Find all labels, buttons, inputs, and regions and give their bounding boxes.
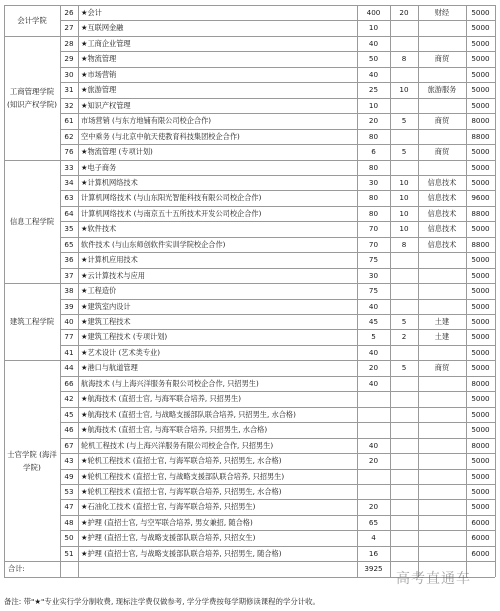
cell-fee: 5000: [471, 38, 490, 48]
college-name: 建筑工程学院: [9, 317, 55, 327]
row-divider: [60, 376, 495, 377]
cell-major: ★旅游管理: [81, 85, 117, 95]
cell-code: 35: [64, 224, 74, 234]
cell-sub-major: 商贸: [434, 116, 450, 126]
cell-code: 36: [64, 255, 74, 265]
cell-plan: 70: [368, 239, 379, 249]
column-divider: [4, 5, 5, 577]
cell-code: 29: [64, 54, 74, 64]
cell-code: 62: [64, 131, 74, 141]
cell-major: ★软件技术: [81, 224, 117, 234]
cell-major: ★护理 (直招士官, 与空军联合培养, 男女兼招, 随合格): [81, 517, 253, 527]
cell-sub-major: 土建: [434, 332, 450, 342]
cell-code: 32: [64, 100, 74, 110]
cell-sub-plan: 5: [401, 363, 407, 373]
cell-sub-plan: 2: [401, 332, 407, 342]
cell-plan: 75: [368, 255, 379, 265]
cell-plan: 20: [368, 363, 379, 373]
row-divider: [60, 268, 495, 269]
cell-sub-major: 旅游服务: [427, 85, 457, 95]
cell-plan: 16: [368, 548, 379, 558]
cell-sub-major: 信息技术: [427, 224, 457, 234]
cell-code: 61: [64, 116, 74, 126]
cell-fee: 5000: [471, 8, 490, 17]
cell-fee: 5000: [471, 100, 490, 110]
cell-fee: 5000: [471, 224, 490, 234]
cell-sub-major: 信息技术: [427, 193, 457, 203]
cell-fee: 5000: [471, 23, 490, 33]
cell-sub-plan: 5: [401, 116, 407, 126]
cell-plan: 45: [368, 317, 379, 326]
cell-fee: 8000: [471, 378, 490, 388]
cell-fee: 8000: [471, 440, 490, 450]
cell-major: ★艺术设计 (艺术类专业): [81, 347, 161, 357]
cell-plan: 30: [368, 270, 379, 280]
cell-fee: 5000: [471, 69, 490, 79]
cell-plan: 6: [371, 147, 376, 157]
row-divider: [60, 484, 495, 485]
cell-code: 33: [64, 162, 74, 172]
row-divider: [60, 206, 495, 207]
row-divider: [60, 453, 495, 454]
cell-plan: 40: [368, 301, 379, 311]
cell-fee: 5000: [471, 332, 490, 342]
row-divider: [60, 546, 495, 547]
row-divider: [60, 407, 495, 408]
row-divider: [60, 129, 495, 130]
total-plan: 3925: [364, 564, 383, 574]
cell-fee: 5000: [471, 270, 490, 280]
cell-code: 42: [64, 394, 74, 404]
row-divider: [60, 98, 495, 99]
cell-plan: 40: [368, 378, 379, 388]
cell-major: ★物流管理 (专项计划): [81, 147, 153, 157]
cell-fee: 5000: [471, 347, 490, 357]
row-divider: [60, 237, 495, 238]
cell-major: ★港口与航道管理: [81, 363, 138, 373]
cell-code: 48: [64, 517, 74, 527]
cell-code: 63: [64, 193, 74, 203]
cell-fee: 5000: [471, 363, 490, 373]
row-divider: [60, 345, 495, 346]
cell-sub-plan: 20: [399, 8, 409, 17]
cell-code: 34: [64, 177, 74, 187]
row-divider: [60, 20, 495, 21]
cell-fee: 8800: [471, 239, 490, 249]
cell-sub-major: 商贸: [434, 363, 450, 373]
row-divider: [60, 252, 495, 253]
cell-fee: 5000: [471, 286, 490, 296]
cell-sub-plan: 5: [401, 317, 407, 326]
cell-major: ★轮机工程技术 (直招士官, 与海军联合培养, 只招男生, 水合格): [81, 486, 282, 496]
cell-major: ★建筑工程技术: [81, 317, 131, 326]
cell-major: 市场营销 (与东方地铺有限公司校企合作): [81, 116, 212, 126]
cell-code: 67: [64, 440, 74, 450]
cell-plan: 80: [368, 208, 379, 218]
cell-sub-plan: 10: [399, 177, 409, 187]
cell-code: 66: [64, 378, 74, 388]
cell-major: ★物流管理: [81, 54, 117, 64]
footnote: 备注: 带"★"专业实行学分制收费, 现标注学费仅做参考, 学分学费按每学期修读课程的学分计收。: [4, 597, 320, 606]
row-divider: [60, 113, 495, 114]
row-divider: [60, 515, 495, 516]
cell-fee: 5000: [471, 486, 490, 496]
cell-fee: 5000: [471, 177, 490, 187]
cell-major: ★工商企业管理: [81, 38, 131, 48]
row-divider: [60, 221, 495, 222]
cell-major: ★电子商务: [81, 162, 117, 172]
row-divider: [60, 144, 495, 145]
cell-major: 空中乘务 (与北京中航天使教育科技集团校企合作): [81, 131, 240, 141]
cell-sub-major: 商贸: [434, 54, 450, 64]
row-divider: [60, 299, 495, 300]
cell-major: ★云计算技术与应用: [81, 270, 145, 280]
cell-fee: 9600: [471, 193, 490, 203]
cell-major: ★轮机工程技术 (直招士官, 与战略支援部队联合培养, 只招男生): [81, 471, 285, 481]
cell-plan: 25: [368, 85, 379, 95]
row-divider: [60, 438, 495, 439]
cell-major: ★互联网金融: [81, 23, 124, 33]
cell-major: 软件技术 (与山东师创软件实训学院校企合作): [81, 239, 226, 249]
cell-code: 53: [64, 486, 74, 496]
cell-code: 30: [64, 69, 74, 79]
cell-plan: 75: [368, 286, 379, 296]
college-name: 工商管理学院 (知识产权学院): [6, 86, 58, 109]
cell-major: ★护理 (直招士官, 与战略支援部队联合培养, 只招女生): [81, 533, 256, 543]
row-divider: [60, 530, 495, 531]
cell-fee: 5000: [471, 456, 490, 466]
total-label: 合计:: [8, 564, 25, 574]
cell-major: ★计算机网络技术: [81, 177, 138, 187]
cell-major: ★工程造价: [81, 286, 117, 296]
cell-fee: 5000: [471, 471, 490, 481]
cell-code: 43: [64, 456, 74, 466]
cell-code: 39: [64, 301, 74, 311]
cell-fee: 5000: [471, 147, 490, 157]
cell-code: 38: [64, 286, 74, 296]
cell-plan: 40: [368, 69, 379, 79]
cell-sub-major: 信息技术: [427, 239, 457, 249]
cell-sub-major: 信息技术: [427, 208, 457, 218]
cell-sub-major: 信息技术: [427, 177, 457, 187]
cell-code: 31: [64, 85, 74, 95]
cell-plan: 50: [368, 54, 379, 64]
cell-fee: 5000: [471, 425, 490, 435]
cell-plan: 5: [371, 332, 376, 342]
cell-plan: 10: [368, 100, 379, 110]
cell-plan: 80: [368, 162, 379, 172]
college-name: 士官学院 (海洋学院): [7, 449, 57, 472]
cell-major: ★航海技术 (直招士官, 与战略支援部队联合培养, 只招男生, 水合格): [81, 409, 296, 419]
cell-code: 37: [64, 270, 74, 280]
row-divider: [60, 329, 495, 330]
cell-fee: 5000: [471, 54, 490, 64]
cell-plan: 20: [368, 456, 379, 466]
cell-plan: 40: [368, 38, 379, 48]
cell-code: 50: [64, 533, 74, 543]
cell-fee: 6000: [471, 517, 490, 527]
cell-sub-plan: 5: [401, 147, 407, 157]
cell-sub-plan: 10: [399, 85, 409, 95]
row-divider: [60, 67, 495, 68]
cell-fee: 8000: [471, 116, 490, 126]
cell-code: 46: [64, 425, 74, 435]
cell-sub-plan: 10: [399, 224, 409, 234]
cell-major: ★石油化工技术 (直招士官, 与海军联合培养, 只招男生): [81, 502, 256, 512]
cell-plan: 4: [371, 533, 376, 543]
watermark: 高考直通车: [396, 571, 471, 587]
cell-sub-major: 商贸: [434, 147, 450, 157]
cell-sub-plan: 8: [401, 239, 407, 249]
cell-fee: 5000: [471, 162, 490, 172]
cell-code: 26: [64, 8, 74, 17]
cell-major: ★建筑工程技术 (专项计划): [81, 332, 168, 342]
cell-fee: 5000: [471, 317, 490, 326]
cell-code: 45: [64, 409, 74, 419]
cell-plan: 20: [368, 116, 379, 126]
cell-plan: 80: [368, 131, 379, 141]
cell-sub-plan: 10: [399, 208, 409, 218]
cell-code: 49: [64, 471, 74, 481]
cell-code: 27: [64, 23, 74, 33]
row-divider: [60, 314, 495, 315]
cell-plan: 400: [366, 8, 381, 17]
cell-major: 航海技术 (与上海兴洋服务有限公司校企合作, 只招男生): [81, 378, 259, 388]
cell-major: 计算机网络技术 (与南京五十五所技术开发公司校企合作): [81, 208, 262, 218]
cell-fee: 6000: [471, 548, 490, 558]
row-divider: [60, 175, 495, 176]
college-name: 信息工程学院: [9, 216, 55, 226]
cell-major: ★护理 (直招士官, 与战略支援部队联合培养, 只招男生, 随合格): [81, 548, 282, 558]
cell-fee: 5000: [471, 502, 490, 512]
cell-plan: 20: [368, 502, 379, 512]
row-divider: [60, 51, 495, 52]
cell-fee: 5000: [471, 409, 490, 419]
cell-major: 轮机工程技术 (与上海兴洋服务有限公司校企合作, 只招男生): [81, 440, 274, 450]
cell-code: 40: [64, 317, 74, 326]
row-divider: [60, 469, 495, 470]
cell-sub-plan: 10: [399, 193, 409, 203]
cell-major: ★市场营销: [81, 69, 117, 79]
cell-code: 64: [64, 208, 74, 218]
cell-sub-plan: 8: [401, 54, 407, 64]
row-divider: [60, 82, 495, 83]
cell-fee: 8800: [471, 131, 490, 141]
cell-major: ★知识产权管理: [81, 100, 131, 110]
cell-code: 76: [64, 147, 74, 157]
cell-plan: 80: [368, 193, 379, 203]
cell-code: 77: [64, 332, 74, 342]
cell-major: ★会计: [81, 8, 102, 17]
row-divider: [60, 499, 495, 500]
college-name: 会计学院: [17, 15, 47, 25]
cell-fee: 5000: [471, 301, 490, 311]
cell-major: ★航海技术 (直招士官, 与海军联合培养, 只招男生, 水合格): [81, 425, 268, 435]
cell-fee: 6000: [471, 533, 490, 543]
cell-plan: 10: [368, 23, 379, 33]
cell-plan: 40: [368, 347, 379, 357]
column-divider: [78, 5, 79, 577]
cell-code: 51: [64, 548, 74, 558]
cell-code: 47: [64, 502, 74, 512]
cell-fee: 5000: [471, 85, 490, 95]
row-divider: [60, 422, 495, 423]
cell-plan: 65: [368, 517, 379, 527]
cell-plan: 40: [368, 440, 379, 450]
cell-fee: 8800: [471, 208, 490, 218]
cell-plan: 30: [368, 177, 379, 187]
row-divider: [60, 190, 495, 191]
cell-code: 65: [64, 239, 74, 249]
cell-major: ★建筑室内设计: [81, 301, 131, 311]
cell-major: 计算机网络技术 (与山东阳光智能科技有限公司校企合作): [81, 193, 262, 203]
column-divider: [495, 5, 496, 577]
row-divider: [60, 391, 495, 392]
cell-code: 44: [64, 363, 74, 373]
cell-fee: 5000: [471, 394, 490, 404]
cell-code: 28: [64, 38, 74, 48]
cell-sub-major: 财经: [434, 8, 450, 17]
cell-sub-major: 土建: [434, 317, 450, 326]
cell-major: ★航海技术 (直招士官, 与海军联合培养, 只招男生): [81, 394, 242, 404]
cell-major: ★计算机应用技术: [81, 255, 138, 265]
cell-major: ★轮机工程技术 (直招士官, 与海军联合培养, 只招男生, 水合格): [81, 456, 282, 466]
cell-fee: 5000: [471, 255, 490, 265]
cell-code: 41: [64, 347, 74, 357]
cell-plan: 70: [368, 224, 379, 234]
